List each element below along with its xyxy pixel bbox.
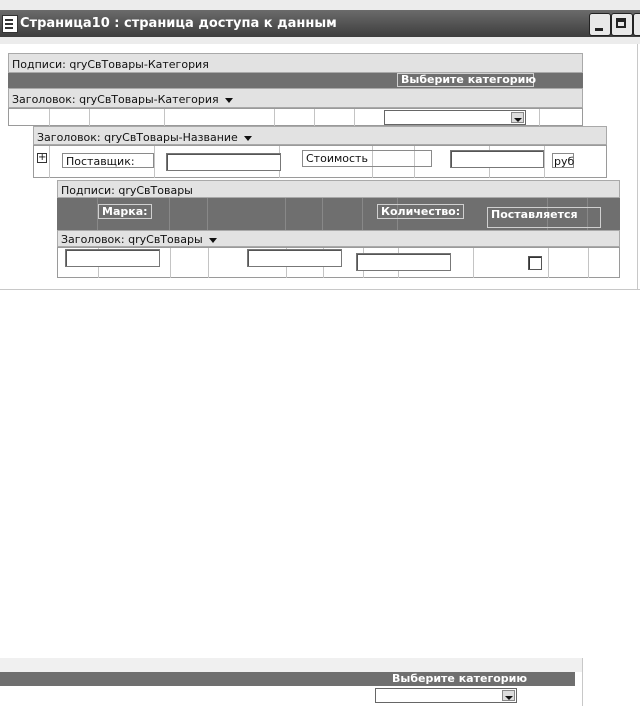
category-header-band[interactable] xyxy=(8,88,583,108)
name-header-label: Заголовок: qryСвТовары-Название xyxy=(37,131,238,144)
goods-header-label: Заголовок: qryСвТовары xyxy=(61,233,203,246)
supplier-label: Поставщик: xyxy=(62,153,154,168)
expand-arrow-icon[interactable] xyxy=(225,98,233,103)
goods-detail-row xyxy=(57,247,620,278)
data-access-page-icon xyxy=(2,15,18,33)
goods-header-title xyxy=(61,233,217,246)
goods-captions-band[interactable] xyxy=(57,180,620,198)
chevron-down-icon[interactable] xyxy=(502,690,515,701)
quantity-caption: Количество: xyxy=(377,204,464,219)
brand-caption: Марка: xyxy=(98,204,152,219)
quantity-input[interactable] xyxy=(356,253,451,271)
category-header-label: Заголовок: qryСвТовары-Категория xyxy=(12,93,219,106)
supplied-checkbox[interactable] xyxy=(528,256,542,270)
expand-plus-icon[interactable]: + xyxy=(38,152,47,163)
name-header-title xyxy=(37,131,252,144)
section-divider xyxy=(0,289,640,290)
category-captions-label: Подписи: qryСвТовары-Категория xyxy=(12,58,209,71)
right-border xyxy=(637,44,638,290)
chevron-down-icon[interactable] xyxy=(511,112,524,123)
expand-arrow-icon[interactable] xyxy=(244,136,252,141)
brand-input[interactable] xyxy=(65,249,160,267)
bottom-right-border xyxy=(582,658,583,706)
category-captions-band[interactable] xyxy=(8,53,583,73)
minimize-button[interactable] xyxy=(589,13,611,36)
bottom-category-dropdown[interactable] xyxy=(375,688,517,703)
bottom-header-row xyxy=(0,686,582,706)
bottom-top-strip xyxy=(0,658,582,672)
name-header-band[interactable] xyxy=(33,126,607,145)
bottom-select-category-caption: Выберите категорию xyxy=(392,672,528,685)
goods-header-band[interactable] xyxy=(57,230,620,247)
cost-input[interactable] xyxy=(450,150,544,168)
name-detail-row xyxy=(33,145,607,178)
category-header-row xyxy=(8,108,583,126)
currency-label: руб xyxy=(554,155,575,168)
close-button[interactable] xyxy=(633,13,640,36)
goods-captions-label: Подписи: qryСвТовары xyxy=(61,184,193,197)
category-header-title xyxy=(12,93,233,106)
expand-arrow-icon[interactable] xyxy=(209,238,217,243)
category-captions-dark-row xyxy=(8,73,583,88)
window-title: Страница10 : страница доступа к данным xyxy=(20,16,337,31)
maximize-button[interactable] xyxy=(611,13,633,36)
goods-captions-dark-row xyxy=(57,198,620,230)
supplier-input[interactable] xyxy=(166,153,281,171)
category-dropdown[interactable] xyxy=(384,110,526,125)
cost-label: Стоимость xyxy=(302,150,432,167)
bottom-captions-dark-row xyxy=(0,672,575,686)
select-category-caption: Выберите категорию xyxy=(397,73,534,87)
supplied-caption: Поставляется xyxy=(487,207,601,228)
window-title-bar[interactable] xyxy=(0,0,640,44)
price-input[interactable] xyxy=(247,249,342,267)
